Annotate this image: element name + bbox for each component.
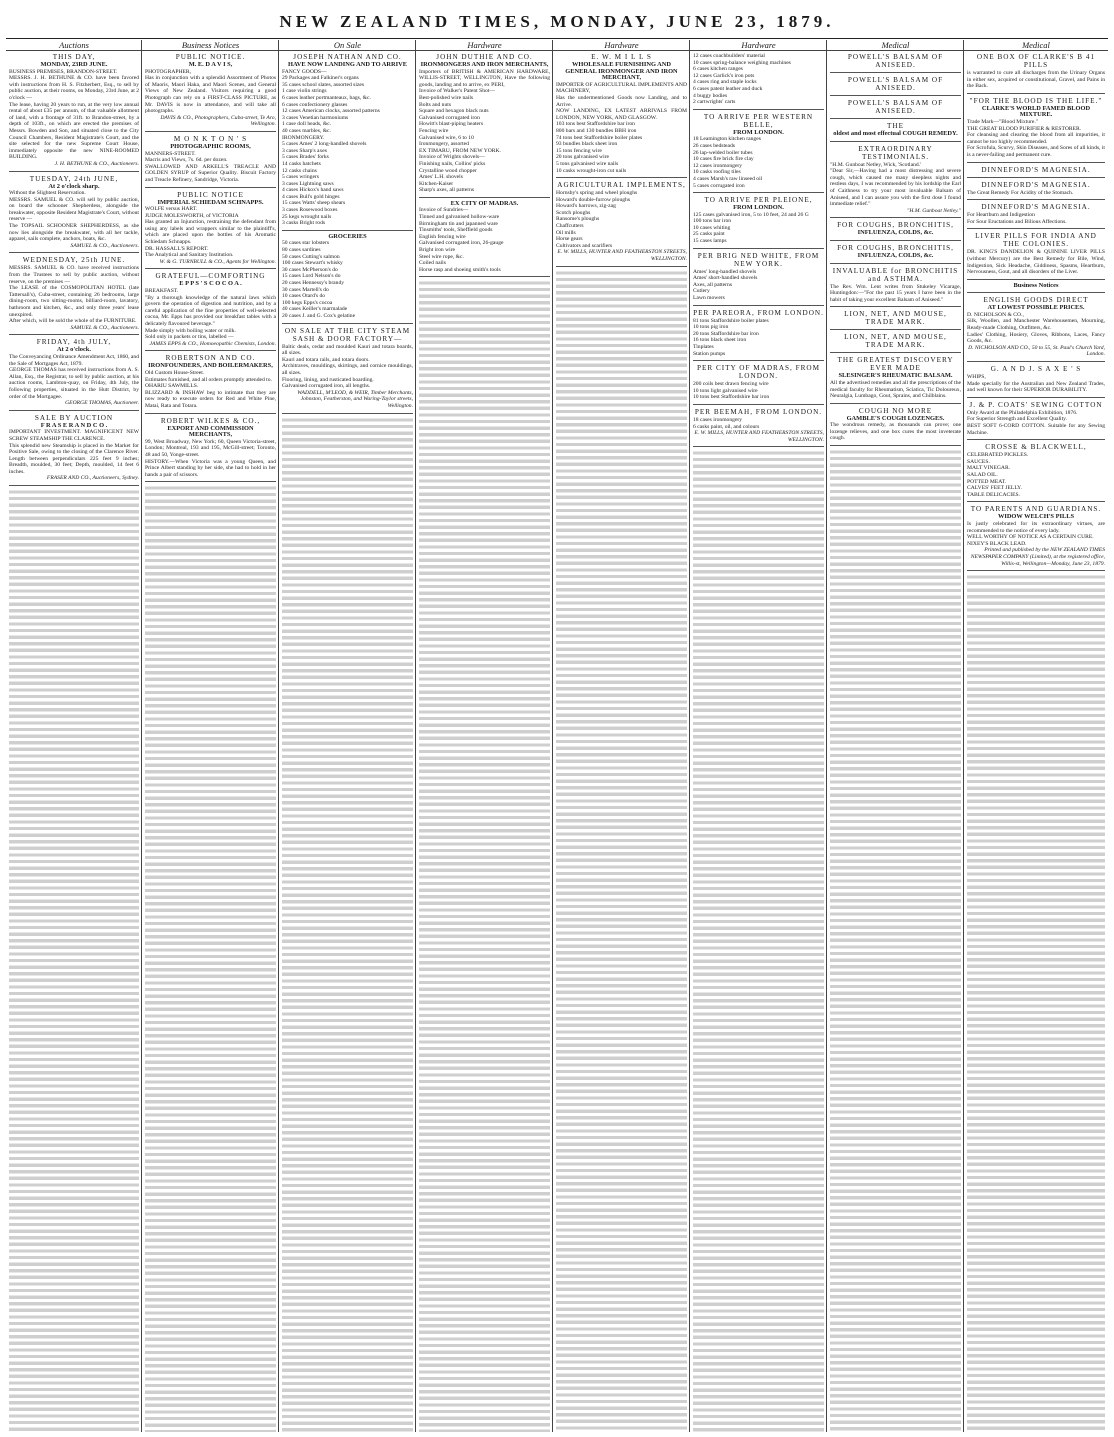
advertisement-divider: [967, 93, 1105, 94]
advertisement: [9, 338, 139, 406]
advertisement-signature: D. NICHOLSON AND CO., 50 to 55, St. Paul's Church Yard, London.: [968, 344, 1105, 358]
advertisement-divider: [830, 95, 961, 96]
advertisement-title: WEDNESDAY, 25th JUNE.: [22, 256, 126, 265]
continued-print-text: [282, 417, 413, 1433]
advertisement-title: POWELL'S BALSAM OF ANISEED.: [847, 53, 944, 69]
advertisement-divider: [967, 397, 1105, 398]
advertisement-divider: [693, 446, 824, 447]
advertisement-title: SALE BY AUCTION: [34, 413, 114, 422]
advertisement-title: LIVER PILLS FOR INDIA AND THE COLONIES.: [975, 232, 1097, 249]
advertisement-divider: [9, 252, 139, 253]
advertisement: [693, 408, 824, 443]
advertisement-body: The Great Remedy For Acidity of the Stomach.: [967, 189, 1074, 196]
advertisement-divider: [693, 305, 824, 306]
column-8: [964, 40, 1108, 1432]
advertisement-body: 18 cases ironmongery 6 casks paint, oil, and colours: [693, 416, 760, 430]
advertisement-title: J. & P. COATS' SEWING COTTON: [969, 400, 1103, 409]
advertisement-heading: EXPORT AND COMMISSION MERCHANTS,: [167, 424, 254, 439]
advertisement: [967, 203, 1105, 225]
advertisement-divider: [830, 403, 961, 404]
column-1: [6, 40, 142, 1432]
advertisement-title: E. W. M I L L S: [591, 53, 652, 61]
column-heading: Medical: [827, 40, 964, 51]
advertisement-heading: F R A S E R A N D C O .: [40, 421, 108, 429]
advertisement-heading: M. E. D A V I S,: [188, 61, 233, 68]
advertisement: [693, 252, 824, 302]
advertisement-title: DINNEFORD'S MAGNESIA.: [981, 165, 1091, 174]
advertisement: [145, 354, 276, 409]
advertisement-body: The Conveyancing Ordinance Amendment Act, 1860, and the Sale of Mortgages Act, 1879. GEORGE THOMAS has received instructions from A. S. Allan, Esq., the Registrar, to sell by public auction, at his auction rooms, Lambton-quay, on Friday, 4th July, the following properties, situated in the Hutt District, by order of the Mortgagee.: [9, 353, 139, 400]
advertisement-title: TO PARENTS AND GUARDIANS.: [970, 505, 1102, 514]
advertisement-heading: CLARKE'S WORLD FAMED BLOOD MIXTURE.: [981, 104, 1091, 119]
advertisement-title: PUBLIC NOTICE: [177, 190, 244, 199]
advertisement-divider: [693, 404, 824, 405]
advertisement: [282, 53, 413, 227]
advertisement: [9, 256, 139, 331]
advertisement: [967, 166, 1105, 174]
advertisement-title: CROSSE & BLACKWELL,: [985, 443, 1087, 452]
advertisement: [967, 97, 1105, 159]
advertisement-heading: GAMBLE'S COUGH LOZENGES.: [846, 414, 945, 422]
advertisement-body: 200 coils best drawn fencing wire 10 tons light galvanised wire 10 tons best Staffordshire bar iron: [693, 381, 770, 401]
masthead: [0, 0, 1114, 40]
advertisement-heading: oldest and most effectual COUGH REMEDY.: [833, 130, 958, 137]
advertisement-divider: [145, 350, 276, 351]
advertisement-title: TO ARRIVE PER WESTERN BELLE,: [703, 112, 814, 129]
advertisement: [967, 505, 1105, 567]
advertisement-heading: FROM LONDON.: [733, 128, 784, 136]
advertisement-title: TUESDAY, 24th JUNE,: [29, 174, 119, 183]
advertisement: [830, 356, 961, 399]
advertisement-divider: [9, 171, 139, 172]
advertisement-divider: [967, 228, 1105, 229]
advertisement-heading: WHOLESALE FURNISHING AND GENERAL IRONMONGER AND IRON MERCHANT,: [565, 61, 678, 82]
masthead-rule: [6, 38, 1108, 39]
advertisement-body: The wondrous remedy, as thousands can prove; one lozenge relieves, and one box cures the most inveterate cough.: [830, 422, 961, 442]
advertisement-title: THIS DAY,: [52, 53, 96, 61]
advertisement-divider: [419, 276, 550, 277]
advertisement-title: AGRICULTURAL IMPLEMENTS,: [557, 181, 686, 190]
advertisement: [967, 365, 1105, 394]
advertisement-title: ONE BOX OF CLARKE'S B 41 PILLS: [976, 53, 1096, 69]
advertisement-title: FOR COUGHS, BRONCHITIS,: [837, 243, 954, 252]
advertisement-divider: [830, 240, 961, 241]
advertisement-signature: DAVIS & CO., Photographers, Cuba-street, Te Aro, Wellington.: [160, 114, 276, 128]
advertisement-divider: [830, 141, 961, 142]
advertisement: [145, 272, 276, 347]
advertisement-body: DR. KING'S DANDELION & QUININE LIVER PILLS (without Mercury) are the Best Remedy for Bile, Wind, Indigestion, Sick Headache, Giddiness, Spasms, Heartburn, Nervousness, Gout, and all disorders of the Liver.: [967, 249, 1105, 276]
advertisement-heading: INFLUENZA, COLDS, &c.: [857, 229, 934, 237]
advertisement-body: Without the Slightest Reservation. MESSRS. SAMUEL & CO. will sell by public auction, on board the schooner Shepherdess, alongside the breakwater, opposite Resident Magistrate's Court, without reserve — The TOPSAIL SCHOONER SHEPHERDESS, as she now lies alongside the breakwater, with all her tackle, apparel, sails complete, anchors, boats, &c.: [9, 190, 139, 243]
advertisement-body: Invoice of Sundries— Tinned and galvanised hollow-ware Birmingham tin and japanned ware Tinsmiths' tools, Sheffield goods English fencing wire Galvanised corrugated iron, 26-gauge Bright iron wire Steel wire rope, &c. Coiled nails Horse rasp and shoeing smith's tools: [419, 207, 504, 273]
advertisement-divider: [967, 292, 1105, 293]
advertisement-heading: EX CITY OF MADRAS.: [450, 199, 519, 207]
advertisement-divider: [9, 334, 139, 335]
advertisement-title: PER CITY OF MADRAS, FROM LONDON.: [697, 364, 820, 381]
advertisement-title: TO ARRIVE PER PLEIONE,: [704, 196, 813, 205]
advertisement-body: The Rev. Wm. Lent writes from Stukeley Vicarage, Huntingdon:—"For the past 15 years I have been in the habit of taking your excellent Balsam of Aniseed.": [830, 283, 961, 303]
advertisement: [145, 53, 276, 128]
advertisement-body: 81 tons Staffordshire boiler plates 10 tons pig iron 20 tons Staffordshire bar iron 16 tons black sheet iron Tinplates Station pumps: [693, 317, 769, 357]
advertisement-signature: WADDELL, M'LEOD, & WEIR, Timber Merchants, Johnston, Featherston, and Waring-Taylor streets, Wellington.: [297, 389, 413, 409]
advertisement-divider: [967, 361, 1105, 362]
advertisement-body: Importers of BRITISH & AMERICAN HARDWARE, WILLIS-STREET, WELLINGTON, Have the following goods, landing and to arrive, ex PERI, Invoice of Walker's Patent Shot— Best-polished wire nails Bolts and nuts Square and hexagon black nuts Galvanised corrugated iron Howitt's blast-piping heaters Fencing wire Galvanised wire, 6 to 10 Ironmongery, assorted EX TIMARU, FROM NEW YORK. Invoice of Wrights shovels— Finishing nails, Collins' picks Crystalline wood chopper Ames' L.H. shovels Kitchen-Kaiser Sharp's axes, all patterns: [419, 68, 550, 194]
advertisement: [830, 407, 961, 442]
advertisement-divider: [282, 323, 413, 324]
advertisement-divider: [556, 266, 687, 267]
advertisement-title: PER PAREORA, FROM LONDON.: [693, 308, 824, 317]
continued-print-text: [967, 574, 1105, 1432]
advertisement-signature: W. & G. TURNBULL & CO., Agents for Wellington.: [159, 258, 276, 265]
advertisement-title: ROBERTSON AND CO.: [165, 354, 256, 363]
newspaper-columns: [6, 40, 1108, 1432]
advertisement: [145, 135, 276, 184]
advertisement-body: D. NICHOLSON & CO., Silk, Woollen, and Manchester Warehousemen, Mourning, Ready-made Clothing, Outfitters, &c. Ladies' Clothing, Hosiery, Gloves, Ribbons, Laces, Fancy Goods, &c.: [967, 311, 1105, 345]
advertisement: [145, 417, 276, 479]
advertisement-heading: SLESINGER'S RHEUMATIC BALSAM.: [838, 372, 953, 380]
advertisement-divider: [145, 268, 276, 269]
advertisement-heading: IRONMONGERS AND IRON MERCHANTS,: [420, 61, 549, 68]
advertisement-body: PHOTOGRAPHER, Has in conjunction with a splendid Assortment of Photos of Maoris, Maori Haka, and Maori Scenes, and General Views of New Zealand. Visitors requiring a good Photograph can rely on a FIRST-CLASS PICTURE, as Mr. DAVIS is now in attendance, and will take all photographs.: [145, 68, 276, 115]
advertisement-title: FRIDAY, 4th JULY,: [36, 338, 112, 347]
advertisement-heading: INFLUENZA, COLDS, &c.: [857, 251, 934, 259]
advertisement-body: Only Award at the Philadelphia Exhibition, 1876. For Superior Strength and Excellent Quality. BEST SOFT 6-CORD COTTON. Suitable for any Sewing Machine.: [967, 409, 1105, 436]
advertisement: [693, 53, 824, 106]
advertisement-signature: J. H. BETHUNE & CO., Auctioneers.: [54, 160, 139, 167]
continued-print-text: [9, 489, 139, 1432]
advertisement-heading: AT LOWEST POSSIBLE PRICES.: [987, 304, 1085, 312]
advertisement-signature: SAMUEL & CO., Auctioneers.: [70, 324, 139, 331]
advertisement-body: 50 cases star lobsters 80 cases sardines 50 cases Cutting's salmon 100 cases Stewart's whisky 30 cases McPherson's do 15 cases Lord Nelson's do 20 cases Hennessy's brandy 30 cases Martell's do 10 cases Otard's do 100 kegs Epps's cocoa 40 cases Keiller's marmalade 20 cases J. and G. Cox's gelatine: [282, 240, 356, 319]
continued-print-text: [145, 485, 276, 1432]
advertisement-signature: "H.M. Gunboat Netley.": [907, 207, 961, 214]
advertisement: [556, 53, 687, 174]
advertisement-title: INVALUABLE for BRONCHITIS and ASTHMA.: [832, 266, 959, 283]
advertisement-title: PER BEEMAH, FROM LONDON.: [694, 407, 823, 416]
advertisement-heading: HAVE NOW LANDING AND TO ARRIVE: [287, 61, 408, 68]
advertisement-signature: E. W. MILLS, HUNTER AND FEATHERSTON STREETS, WELLINGTON.: [694, 430, 824, 443]
advertisement: [830, 221, 961, 237]
advertisement-divider: [145, 187, 276, 188]
advertisement-title: DINNEFORD'S MAGNESIA.: [981, 180, 1091, 189]
advertisement-title: EXTRAORDINARY TESTIMONIALS.: [858, 144, 933, 161]
advertisement-body: MANNERS-STREET. Macris and Views, 7s. 6d. per dozen. SWALLOWED AND ARKELL'S TREACLE AND GOLDEN SYRUP of Superior Quality. Biscuit Factory and Treacle Refinery, Sandridge, Victoria.: [145, 150, 276, 183]
advertisement-body: Old Custom House-Street. Estimates furnished, and all orders promptly attended to. OHARIU SAWMILLS. BLIZZARD & INSHAW beg to intimate that they are now ready to execute orders for Red and White Pine, Matai, Rata and Totara.: [145, 369, 276, 409]
advertisement: [830, 267, 961, 304]
advertisement-heading: PHOTOGRAPHIC ROOMS,: [170, 142, 251, 150]
column-6: [690, 40, 827, 1432]
advertisement-body: WOLFE versus HART. JUDGE MOLESWORTH, of VICTORIA Has granted an Injunction, restraining the defendant from using any labels and wrappers similar to the plaintiff's, which are placed upon the bottles of his Aromatic Schiedam Schnapps. DR. HASSALL'S REPORT. The Analytical and Sanitary Institution.: [145, 206, 276, 259]
advertisement-body: MESSRS. SAMUEL & CO. have received instructions from the Trustees to sell by public auction, without reserve, on the premises — The LEASE of the COSMOPOLITAN HOTEL (late Tattersall's), Cuba-street, containing 26 bedrooms, large dining-room, two sitting-rooms, billiard-room, lavatory, bathroom and kitchen, &c., and only three years' lease unexpired. After which, will be sold the whole of the FURNITURE.: [9, 265, 139, 325]
advertisement-divider: [830, 263, 961, 264]
advertisement: [830, 53, 961, 69]
column-heading: Hardware: [690, 40, 827, 51]
column-3: [279, 40, 416, 1432]
advertisement-body: is warranted to cure all discharges from the Urinary Organs in either sex, acquired or constitutional, Gravel, and Pains in the Back.: [967, 70, 1105, 90]
column-2: [142, 40, 279, 1432]
advertisement-divider: [693, 109, 824, 110]
advertisement-body: IMPORTER OF AGRICULTURAL IMPLEMENTS AND MACHINERY, Has the undermentioned Goods now Landing, and to Arrive. NOW LANDING, EX LATEST ARRIVALS FROM LONDON, NEW YORK, AND GLASGOW. 103 tons best Staffordshire bar iron 800 bars and 130 bundles BBH iron 74 tons best Staffordshire boiler plates 93 bundles black sheet iron 15 tons fencing wire 20 tons galvanised wire 5 tons galvanised wire nails 10 casks wrought-iron cut nails: [556, 81, 687, 174]
advertisement: [693, 196, 824, 245]
advertisement-divider: [145, 413, 276, 414]
advertisement-heading: At 2 o'clock sharp.: [48, 182, 100, 190]
advertisement-heading: At 2 o'clock.: [57, 346, 91, 354]
advertisement: [967, 401, 1105, 436]
advertisement: [282, 234, 413, 320]
column-heading: On Sale: [279, 40, 416, 51]
advertisement-body: Ames' long-handled shovels Ames' short-handled shovels Axes, all patterns Cutlery Lawn mowers: [693, 268, 758, 302]
advertisement: [830, 333, 961, 349]
advertisement-body: CELEBRATED PICKLES. SAUCES. MALT VINEGAR. SALAD OIL. POTTED MEAT. CALVES' FEET JELLY. TABLE DELICACIES.: [967, 452, 1029, 498]
advertisement-heading: FROM LONDON.: [733, 204, 784, 212]
advertisement-body: "H.M. Gunboat Netley, Wick, 'Scotland.' "Dear Sir,—Having had a most distressing and severe cough, which caused me many sleepless nights and restless days, I was recommended by his lordship the Earl of Caithness to try your most invaluable Balsam of Aniseed, and I can assure you with the first dose I found immediate relief.": [830, 161, 961, 208]
advertisement-title: PER BRIG NED WHITE, FROM NEW YORK.: [697, 251, 820, 268]
advertisement-divider: [830, 352, 961, 353]
advertisement-title: POWELL'S BALSAM OF ANISEED.: [847, 76, 944, 92]
advertisement-title: ENGLISH GOODS DIRECT: [983, 296, 1089, 305]
advertisement-heading: WIDOW WELCH'S PILLS: [997, 513, 1075, 521]
advertisement: [967, 443, 1105, 498]
advertisement-title: M O N K T O N ' S: [173, 134, 248, 143]
column-heading: Hardware: [553, 40, 690, 51]
advertisement: [693, 364, 824, 401]
advertisement-divider: [9, 485, 139, 486]
advertisement: [830, 310, 961, 326]
advertisement: [967, 53, 1105, 90]
advertisement-divider: [830, 329, 961, 330]
advertisement-divider: [967, 570, 1105, 571]
advertisement-divider: [556, 177, 687, 178]
advertisement-body: 99, West Broadway, New York; 60, Queen Victoria-street, London; Montreal, 193 and 195, McGill-street; Toronto, 48 and 50, Yonge-street. HISTORY.—When Victoria was a young Queen, and Prince Albert standing by her side, she had to hold in her hands a pair of scissors.: [145, 438, 276, 478]
advertisement: [693, 113, 824, 189]
advertisement-heading: MONDAY, 23RD JUNE.: [40, 61, 108, 68]
advertisement: [830, 145, 961, 215]
advertisement-heading: Business Notices: [1013, 281, 1059, 289]
column-heading: Business Notices: [142, 40, 279, 51]
advertisement-divider: [830, 72, 961, 73]
continued-print-text: [830, 449, 961, 1432]
advertisement: [556, 181, 687, 263]
advertisement-divider: [967, 199, 1105, 200]
advertisement-divider: [830, 445, 961, 446]
newspaper-title: NEW ZEALAND TIMES, MONDAY, JUNE 23, 1879.: [279, 12, 835, 31]
column-heading: Hardware: [416, 40, 553, 51]
advertisement-body: All the advertised remedies and all the prescriptions of the medical faculty for Rheumatism, Sciatica, Tic Doloureux, Neuralgia, Lumbago, Gout, Sprains, and Chilblains.: [830, 379, 961, 400]
advertisement-body: BUSINESS PREMISES, BRANDON-STREET. MESSRS. J. H. BETHUNE & CO. have been favored with instructions from H. S. Fitzherbert, Esq., to sell by public auction, at their rooms, on Monday, 23rd June, at 2 o'clock — The lease, having 20 years to run, at the very low annual rental of about £35 per annum, of that valuable allotment of land, with a frontage of 31ft. to Brandon-street, by a depth of 103ft., on which are erected the premises of Messrs. Bowden and Son, and situated close to the City Council Chambers, Resident Magistrate's Court, and the site selected for the new Supreme Court House, immediately opposite the new NINE-ROOMED BUILDING.: [9, 68, 139, 161]
advertisement-divider: [693, 192, 824, 193]
advertisement-body: BREAKFAST. "By a thorough knowledge of the natural laws which govern the operation of digestion and nutrition, and by a careful application of the fine properties of well-selected cocoa, Mr. Epps has provided our breakfast tables with a delicately flavoured beverage." Made simply with boiling water or milk. Sold only in packets or tins, labelled —: [145, 288, 276, 341]
advertisement-title: PUBLIC NOTICE.: [175, 53, 246, 61]
advertisement-title: THE: [887, 122, 904, 130]
column-4: [416, 40, 553, 1432]
column-heading: Medical: [964, 40, 1108, 51]
advertisement: [830, 76, 961, 92]
advertisement-title: JOHN DUTHIE AND CO.: [436, 53, 533, 61]
advertisement-body: WHIPS, Made specially for the Australian and New Zealand Trades, and well known for their SUPERIOR DURABILITY.: [967, 374, 1105, 394]
continued-print-text: [556, 270, 687, 1432]
advertisement-body: Hornsby's spring and wheel ploughs Howard's double-furrow ploughs Howard's harrows, zig-zag Scotch ploughs Ransome's ploughs Chaffcutters Oil mills Horse gears Cultivators and scarifiers: [556, 190, 638, 249]
advertisement: [9, 53, 139, 168]
continued-print-text: [693, 450, 824, 1432]
advertisement-divider: [830, 217, 961, 218]
advertisement-signature: SAMUEL & CO., Auctioneers.: [70, 242, 139, 249]
advertisement-divider: [145, 131, 276, 132]
advertisement-body: IMPORTANT INVESTMENT. MAGNIFICENT NEW SCREW STEAMSHIP THE CLARENCE. This splendid new Steamship is placed in the Market for Positive Sale, owing to the closing of the Clarence River. Length between perpendiculars 225 feet 9 inches; Breadth, moulded, 30 feet; Depth, moulded, 14 feet 6 inches.: [9, 429, 139, 475]
advertisement-body: Baltic deals, cedar and moulded Kauri and totara boards, all sizes. Kauri and totara rails, and totara doors. Architraves, mouldings, skirtings, and cornice mouldings, all sizes. Flooring, lining, and rusticated boarding. Galvanised corrugated iron, all lengths.: [282, 343, 413, 390]
advertisement: [419, 53, 550, 194]
advertisement-title: ON SALE AT THE CITY STEAM SASH & DOOR FACTORY—: [284, 326, 411, 343]
advertisement-title: LION, NET, AND MOUSE, TRADE MARK.: [844, 310, 947, 327]
advertisement-title: COUGH NO MORE: [858, 406, 933, 415]
advertisement-body: 12 cases coachbuilders' material 10 cases spring-balance weighing machines 6 cases kitchen ranges 12 cases Garlick's iron pots 4 cases ring and staple locks 6 cases patent leather and duck 4 buggy bodies 2 cartwrights' carts: [693, 53, 791, 106]
advertisement-signature: Printed and published by the NEW ZEALAND TIMES NEWSPAPER COMPANY (Limited), at the registered office, Willis-st, Wellington—Monday, June 23, 1879.: [970, 547, 1105, 567]
advertisement-body: FANCY GOODS— 29 Packages and Falkiner's organs 35 cases school slates, assorted sizes 1 case violin strings 6 cases leather portmanteaux, bags, &c. 6 cases confectionery glasses 12 cases American clocks, assorted patterns 3 cases Venetian harmoniums 1 case doll heads, &c. 40 cases marbles, &c. IRONMONGERY. 5 cases Ames' 2 long-handled shovels 3 cases Sharp's axes 5 cases Brades' forks 14 casks hatchets 12 casks chains 5 cases wringers 3 cases Lightning saws 4 cases Hickox's hand saws 4 cases Bull's gold hinges 15 cases Watts' sheep shears 3 cases Rosewood boxes 25 kegs wrought nails 3 casks Bright rods: [282, 68, 380, 227]
advertisement-divider: [145, 481, 276, 482]
advertisement-title: JOSEPH NATHAN AND CO.: [293, 53, 402, 61]
advertisement: [967, 181, 1105, 197]
advertisement: [282, 327, 413, 410]
advertisement-title: "FOR THE BLOOD IS THE LIFE.": [969, 96, 1103, 105]
advertisement: [830, 99, 961, 115]
advertisement-signature: FRASER AND CO., Auctioneers, Sydney.: [46, 475, 139, 482]
advertisement-divider: [967, 177, 1105, 178]
advertisement-title: POWELL'S BALSAM OF ANISEED.: [847, 99, 944, 115]
column-heading: Auctions: [6, 40, 142, 51]
advertisement-heading: IMPERIAL SCHIEDAM SCHNAPPS.: [157, 198, 264, 206]
advertisement: [967, 296, 1105, 358]
advertisement: [967, 283, 1105, 290]
advertisement-title: FOR COUGHS, BRONCHITIS,: [837, 221, 954, 230]
advertisement-divider: [967, 439, 1105, 440]
column-7: [827, 40, 964, 1432]
advertisement-divider: [282, 413, 413, 414]
advertisement-divider: [967, 501, 1105, 502]
advertisement: [830, 122, 961, 138]
advertisement-heading: IRONFOUNDERS, AND BOILERMAKERS,: [148, 362, 273, 370]
advertisement-title: ROBERT WILKES & CO.,: [160, 416, 261, 425]
advertisement-body: 125 cases galvanised iron, 5 to 10 feet, 24 and 26 G 100 tons bar iron 10 cases whiting 25 casks paint 15 cases lamps: [693, 211, 809, 245]
advertisement-body: 18 Leamington kitchen ranges 26 cases bedsteads 26 lap-welded boiler tubes 10 cases fire brick fire clay 12 cases ironmongery 10 casks roofing tiles 4 cases Marsh's raw linseed oil 5 cases corrugated iron: [693, 136, 763, 189]
advertisement-signature: GEORGE THOMAS, Auctioneer.: [65, 400, 139, 407]
advertisement-heading: E P P S ' S C O C O A .: [179, 280, 242, 288]
advertisement-divider: [830, 118, 961, 119]
advertisement: [9, 414, 139, 482]
advertisement-title: GRATEFUL—COMFORTING: [155, 272, 266, 281]
advertisement-body: Trade Mark—"Blood Mixture." THE GREAT BLOOD PURIFIER & RESTORER. For cleansing and clearing the blood from all impurities, it cannot be too highly recommended. For Scrofula, Scurvy, Skin Diseases, and Sores of all kinds, it is a never-failing and permanent cure.: [967, 118, 1105, 158]
advertisement: [693, 309, 824, 358]
advertisement-divider: [693, 248, 824, 249]
advertisement: [830, 244, 961, 260]
advertisement-signature: JAMES EPPS & CO., Homoeopathic Chemists, London.: [149, 340, 276, 347]
advertisement: [145, 191, 276, 266]
advertisement-title: THE GREATEST DISCOVERY EVER MADE: [837, 356, 954, 373]
advertisement-title: G. A N D J. S A X E ' S: [990, 365, 1082, 374]
advertisement-divider: [9, 410, 139, 411]
advertisement: [9, 175, 139, 250]
advertisement-divider: [282, 230, 413, 231]
advertisement-signature: E. W. MILLS, HUNTER AND FEATHERSTON STREETS, WELLINGTON.: [557, 249, 687, 263]
advertisement-divider: [419, 197, 550, 198]
advertisement-divider: [967, 279, 1105, 280]
advertisement: [419, 201, 550, 274]
advertisement-body: For Heartburn and Indigestion For Sour Eructations and Bilious Affections.: [967, 212, 1067, 225]
advertisement-title: DINNEFORD'S MAGNESIA.: [981, 203, 1091, 212]
advertisement-heading: GROCERIES: [328, 232, 367, 240]
continued-print-text: [419, 280, 550, 1432]
advertisement-divider: [830, 306, 961, 307]
column-5: [553, 40, 690, 1432]
advertisement-divider: [967, 162, 1105, 163]
advertisement-divider: [693, 360, 824, 361]
advertisement-body: Is justly celebrated for its extraordinary virtues, are recommended to the notice of every lady. WELL WORTHY OF NOTICE AS A CERTAIN CURE. NIXEY'S BLACK LEAD.: [967, 520, 1105, 547]
advertisement: [967, 232, 1105, 275]
advertisement-title: LION, NET, AND MOUSE, TRADE MARK.: [844, 333, 947, 350]
